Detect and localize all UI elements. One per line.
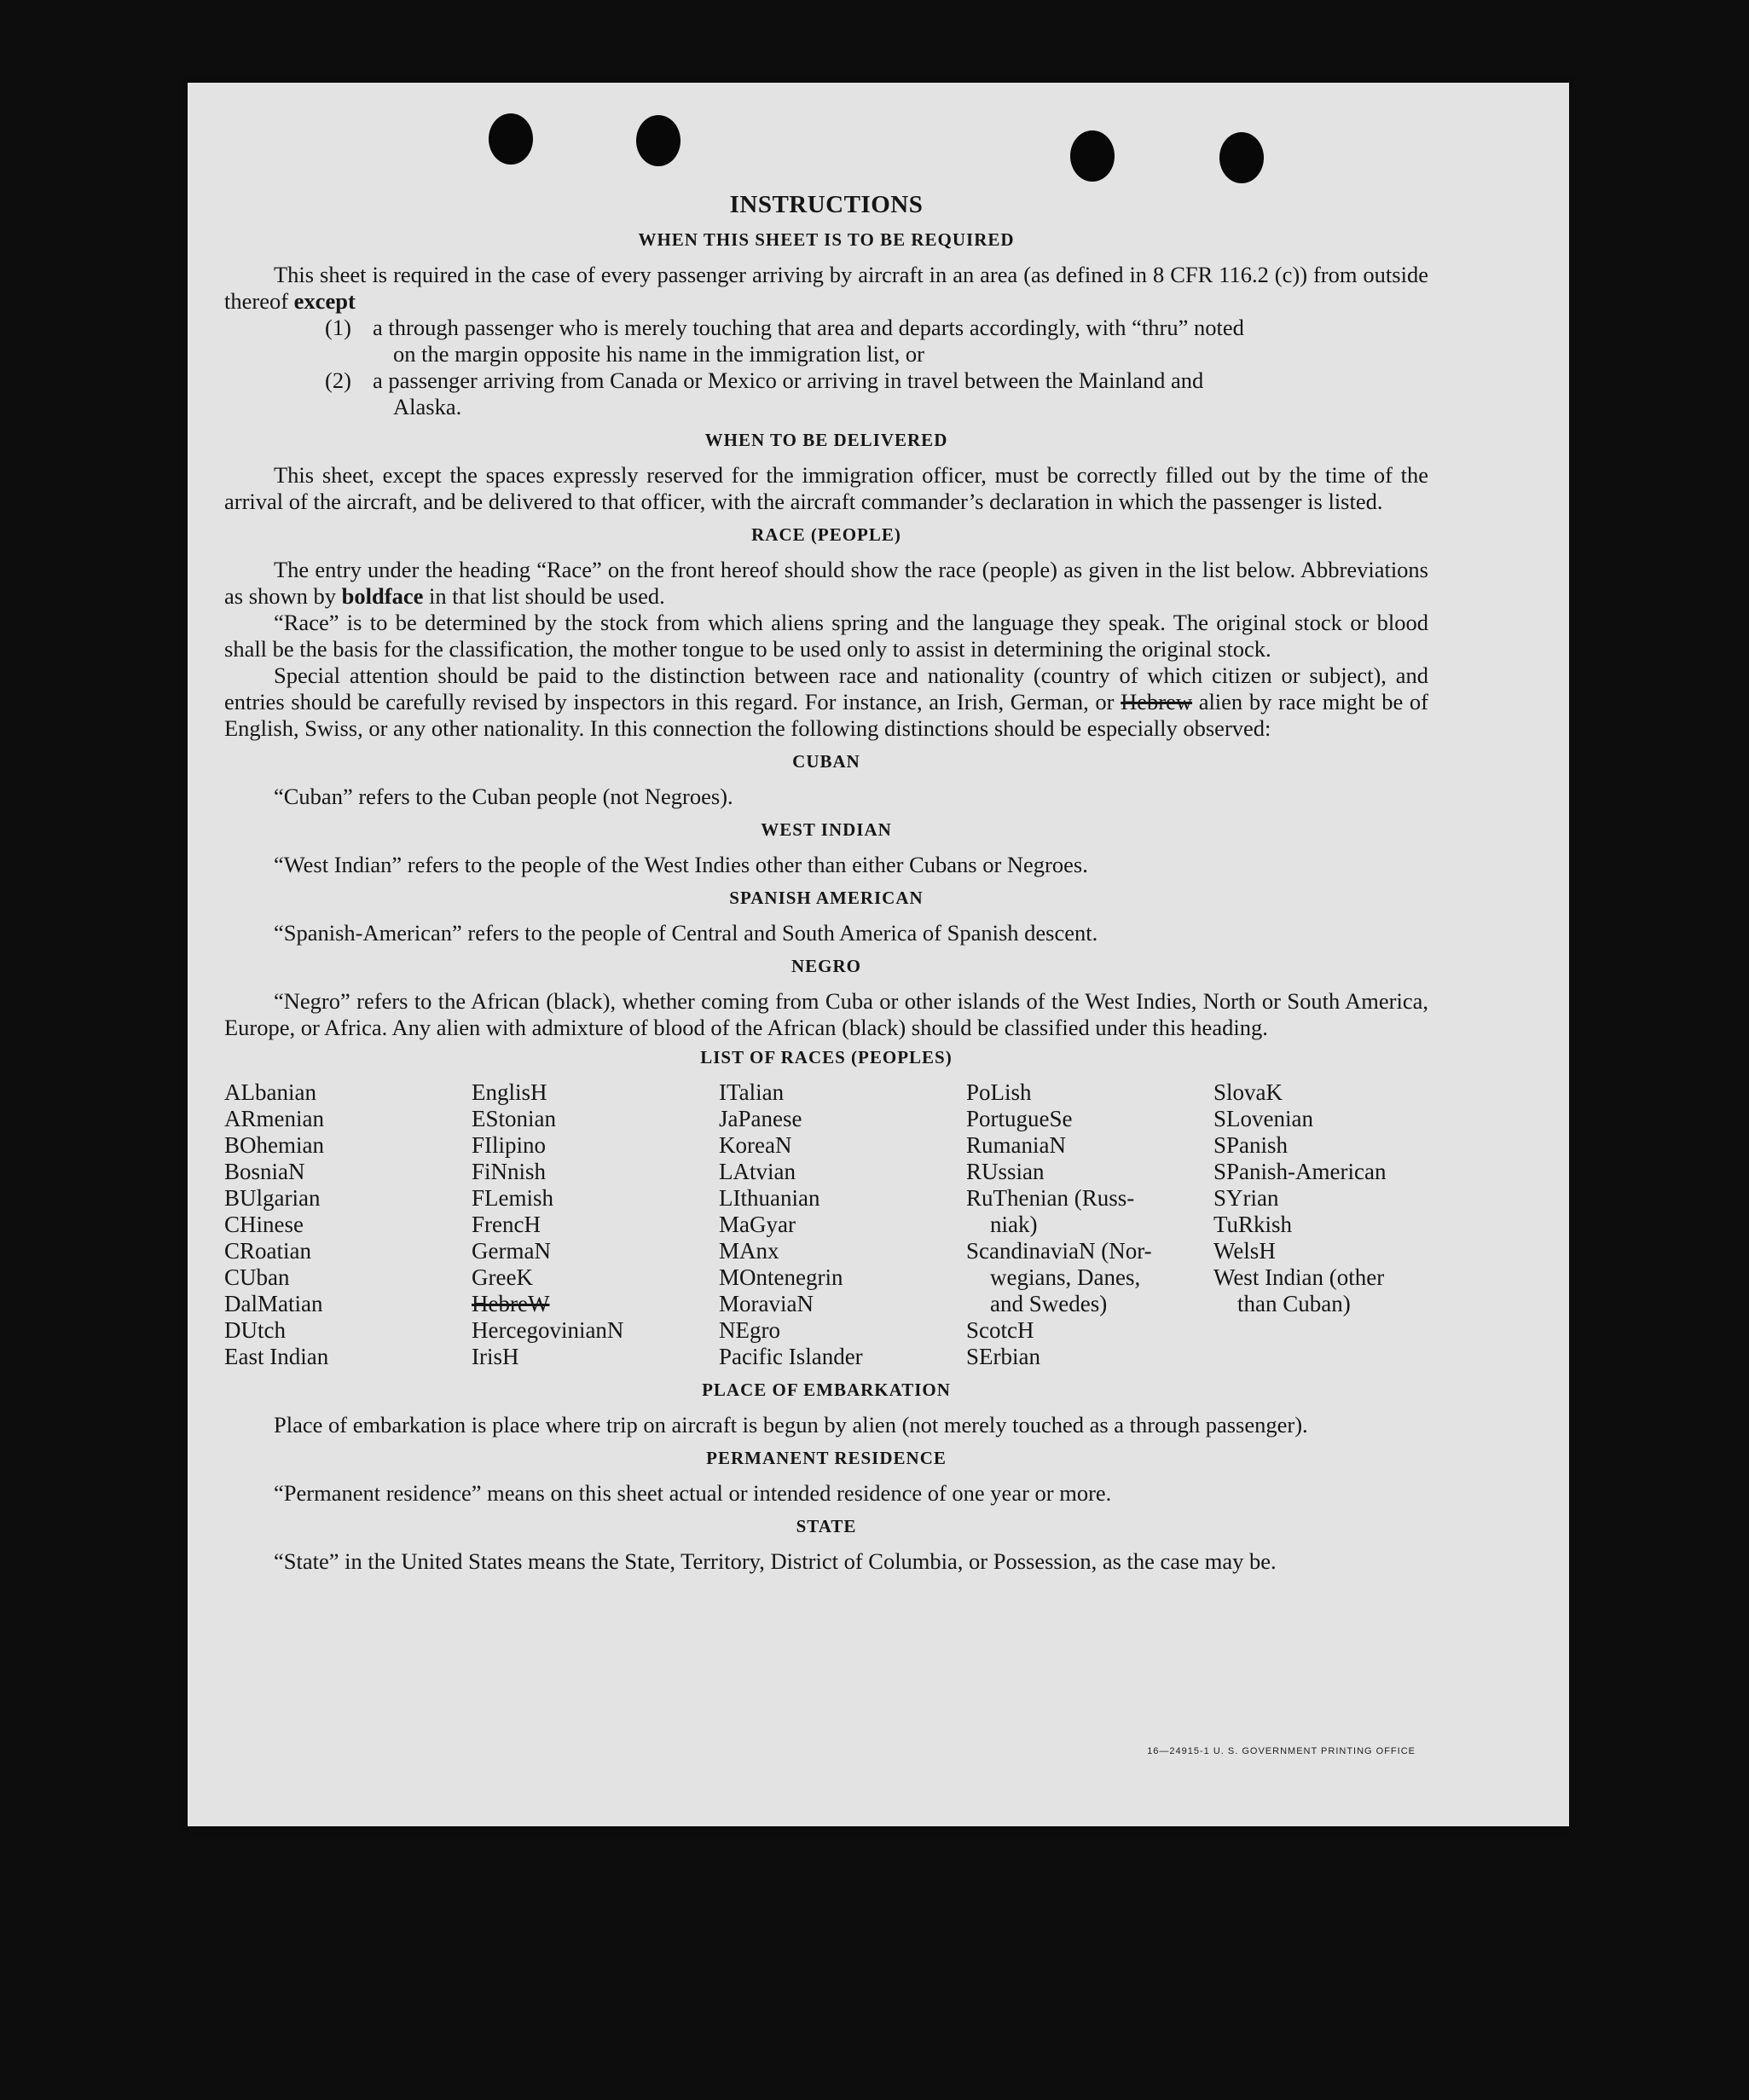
section-heading-spanish-american: SPANISH AMERICAN bbox=[729, 888, 924, 908]
section-heading-west-indian: WEST INDIAN bbox=[761, 819, 892, 840]
race-item: HercegovinianN bbox=[472, 1317, 624, 1343]
race-item: EStonian bbox=[472, 1106, 556, 1131]
race-item: DalMatian bbox=[224, 1291, 323, 1316]
race-item: EnglisH bbox=[472, 1079, 547, 1105]
race-item: ScotcH bbox=[966, 1317, 1034, 1343]
punch-hole bbox=[1219, 132, 1264, 183]
race-item: SPanish bbox=[1213, 1132, 1289, 1158]
race-item: RUssian bbox=[966, 1159, 1045, 1184]
race-item: SPanish-American bbox=[1213, 1159, 1387, 1184]
printer-imprint: 16—24915-1 U. S. GOVERNMENT PRINTING OFFICE bbox=[1147, 1746, 1416, 1756]
race-item: SLovenian bbox=[1213, 1106, 1313, 1131]
race-item: FiNnish bbox=[472, 1159, 547, 1184]
race-item: East Indian bbox=[224, 1344, 329, 1369]
races-column-4 bbox=[966, 1079, 1213, 1370]
punch-hole bbox=[636, 115, 680, 166]
race-item: West Indian (other bbox=[1213, 1264, 1385, 1290]
section-heading-delivered: WHEN TO BE DELIVERED bbox=[704, 430, 948, 450]
races-column-3 bbox=[719, 1079, 966, 1370]
section-heading-cuban: CUBAN bbox=[792, 751, 860, 772]
delivered-text: This sheet, except the spaces expressly reserved for the immigration officer, must be correctly filled out by the time of the arrival of the aircraft, and be delivered to that officer, with the aircraft commander’s declaration in which the passenger is listed. bbox=[224, 462, 1428, 514]
race-paragraph-1: The entry under the heading “Race” on the front hereof should show the race (people) as given in the list below. Abbreviations as shown by boldface in that list should be used. bbox=[224, 557, 1428, 609]
race-item: DUtch bbox=[224, 1317, 286, 1343]
race-item: RuThenian (Russ- bbox=[966, 1185, 1135, 1211]
page-title: INSTRUCTIONS bbox=[729, 191, 924, 218]
race-item: wegians, Danes, bbox=[990, 1264, 1141, 1290]
race-item: FrencH bbox=[472, 1212, 541, 1237]
race-item: MOntenegrin bbox=[719, 1264, 843, 1290]
state-text: “State” in the United States means the State, Territory, District of Columbia, or Possession, as the case may be. bbox=[274, 1548, 1277, 1574]
section-heading-state: STATE bbox=[796, 1516, 857, 1536]
race-item: CUban bbox=[224, 1264, 290, 1290]
races-column-2 bbox=[472, 1079, 719, 1370]
race-item: BUlgarian bbox=[224, 1185, 321, 1211]
race-item: PoLish bbox=[966, 1079, 1032, 1105]
cuban-text: “Cuban” refers to the Cuban people (not Negroes). bbox=[274, 784, 733, 809]
section-heading-embarkation: PLACE OF EMBARKATION bbox=[702, 1380, 951, 1400]
race-item: ITalian bbox=[719, 1079, 785, 1105]
race-paragraph-2: “Race” is to be determined by the stock from which aliens spring and the language they speak. The original stock or blood shall be the basis for the classification, the mother tongue to be used only to assist in determining the original stock. bbox=[224, 610, 1428, 662]
race-item: WelsH bbox=[1213, 1238, 1276, 1264]
race-item: GreeK bbox=[472, 1264, 533, 1290]
race-item: SYrian bbox=[1213, 1185, 1279, 1211]
section-heading-negro: NEGRO bbox=[791, 956, 861, 976]
section-heading-race: RACE (PEOPLE) bbox=[751, 524, 901, 545]
spanish-american-text: “Spanish-American” refers to the people of Central and South America of Spanish descent. bbox=[274, 920, 1098, 946]
race-item: Pacific Islander bbox=[719, 1344, 863, 1369]
race-item: ALbanian bbox=[224, 1079, 316, 1105]
exception-1: (1) a through passenger who is merely touching that area and departs accordingly, with “thru” noted on the margin opposite his name in the immigration list, or bbox=[325, 315, 1244, 367]
negro-text: “Negro” refers to the African (black), whether coming from Cuba or other islands of the West Indies, North or South America, Europe, or Africa. Any alien with admixture of blood of the African (black) should be classified under this heading. bbox=[224, 988, 1428, 1040]
race-item: TuRkish bbox=[1213, 1212, 1293, 1237]
race-item: ARmenian bbox=[224, 1106, 324, 1131]
race-item: FIlipino bbox=[472, 1132, 547, 1158]
race-item: JaPanese bbox=[719, 1106, 802, 1131]
race-item: BOhemian bbox=[224, 1132, 324, 1158]
embarkation-text: Place of embarkation is place where trip on aircraft is begun by alien (not merely touched as a through passenger). bbox=[274, 1412, 1308, 1438]
race-item: than Cuban) bbox=[1237, 1291, 1351, 1316]
required-intro: This sheet is required in the case of every passenger arriving by aircraft in an area (as defined in 8 CFR 116.2 (c)) from outside thereof except bbox=[224, 262, 1428, 314]
race-item: CRoatian bbox=[224, 1238, 311, 1264]
document-page bbox=[188, 83, 1569, 1826]
race-item: MAnx bbox=[719, 1238, 779, 1264]
race-item: SlovaK bbox=[1213, 1079, 1283, 1105]
race-paragraph-3: Special attention should be paid to the distinction between race and nationality (country of which citizen or subject), and entries should be carefully revised by inspectors in this regard. For instance, an Irish, German, or Hebrew alien by race might be of English, Swiss, or any other nationality. In this connection the following distinctions should be especially observed: bbox=[224, 662, 1428, 741]
race-item: LAtvian bbox=[719, 1159, 796, 1184]
race-item: RumaniaN bbox=[966, 1132, 1066, 1158]
race-item: PortugueSe bbox=[966, 1106, 1073, 1131]
section-heading-races-list: LIST OF RACES (PEOPLES) bbox=[700, 1047, 953, 1067]
exception-2: (2) a passenger arriving from Canada or Mexico or arriving in travel between the Mainland and Alaska. bbox=[325, 367, 1204, 419]
section-heading-residence: PERMANENT RESIDENCE bbox=[706, 1448, 947, 1468]
races-list bbox=[224, 1079, 1428, 1370]
races-column-1 bbox=[224, 1079, 472, 1370]
instructions-content bbox=[224, 192, 1428, 1575]
race-item: GermaN bbox=[472, 1238, 551, 1264]
race-item: FLemish bbox=[472, 1185, 554, 1211]
punch-hole bbox=[1070, 130, 1115, 182]
race-item: MaGyar bbox=[719, 1212, 796, 1237]
race-item: ScandinaviaN (Nor- bbox=[966, 1238, 1152, 1264]
section-heading-required: WHEN THIS SHEET IS TO BE REQUIRED bbox=[638, 229, 1015, 250]
west-indian-text: “West Indian” refers to the people of the West Indies other than either Cubans or Negroes. bbox=[274, 852, 1088, 877]
race-item: SErbian bbox=[966, 1344, 1040, 1369]
punch-hole bbox=[489, 113, 533, 165]
race-item: KoreaN bbox=[719, 1132, 792, 1158]
race-item: CHinese bbox=[224, 1212, 304, 1237]
residence-text: “Permanent residence” means on this sheet actual or intended residence of one year or more. bbox=[274, 1480, 1112, 1506]
race-item: NEgro bbox=[719, 1317, 780, 1343]
races-column-5 bbox=[1213, 1079, 1428, 1370]
race-item: MoraviaN bbox=[719, 1291, 814, 1316]
race-item: and Swedes) bbox=[990, 1291, 1108, 1316]
race-item: LIthuanian bbox=[719, 1185, 820, 1211]
race-item: IrisH bbox=[472, 1344, 519, 1369]
race-item: HebreW bbox=[472, 1291, 550, 1316]
race-item: BosniaN bbox=[224, 1159, 305, 1184]
race-item: niak) bbox=[990, 1212, 1038, 1237]
